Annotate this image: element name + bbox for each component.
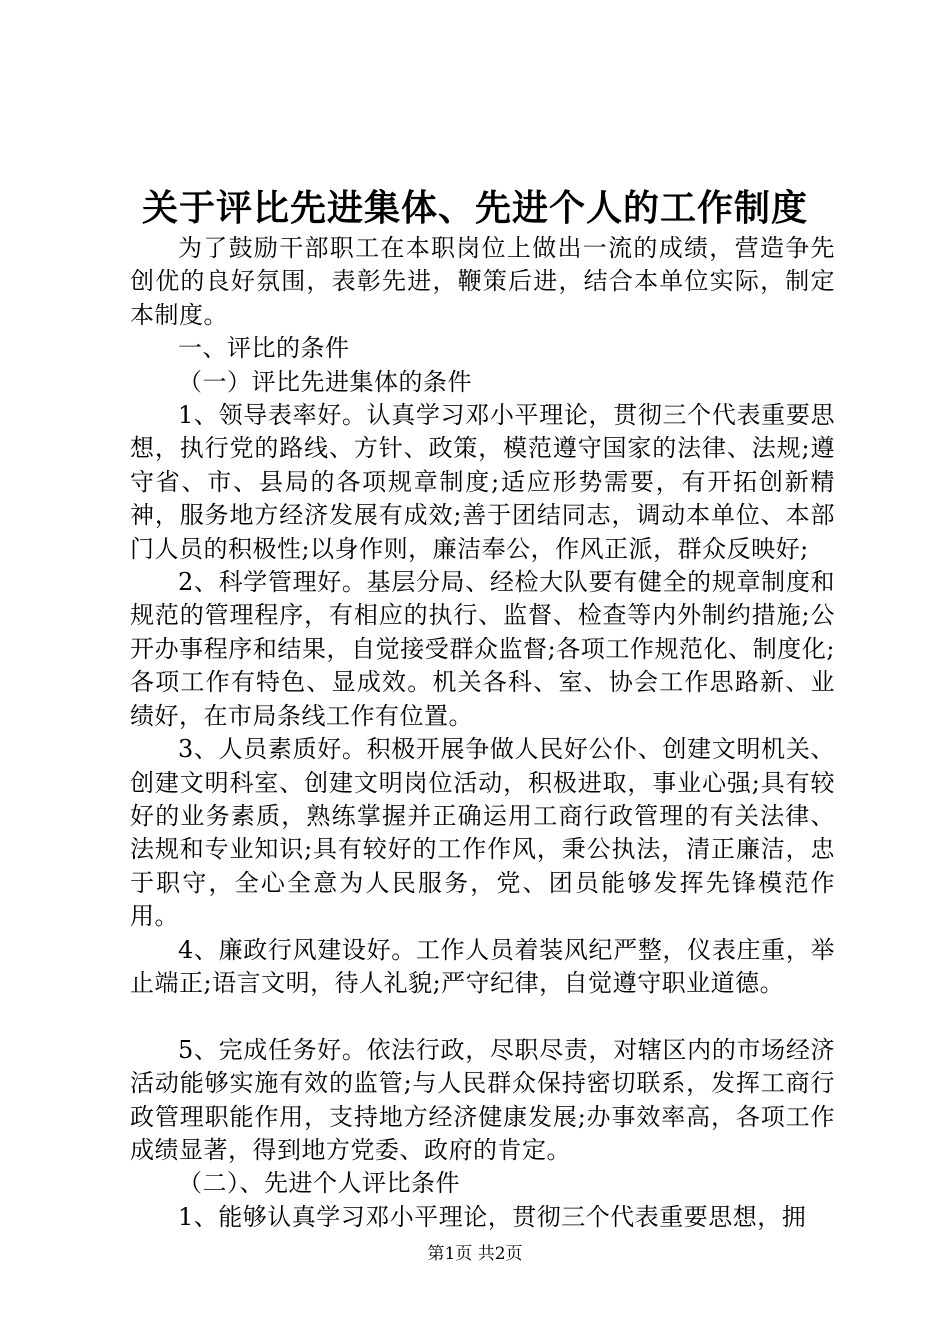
intro-paragraph: 为了鼓励干部职工在本职岗位上做出一流的成绩，营造争先创优的良好氛围，表彰先进，鞭策后进，结合本单位实际，制定本制度。 — [130, 234, 835, 329]
list-item: 1、领导表率好。认真学习邓小平理论，贯彻三个代表重要思想，执行党的路线、方针、政策，模范遵守国家的法律、法规;遵守省、市、县局的各项规章制度;适应形势需要，有开拓创新精神，服务地方经济发展有成效;善于团结同志，调动本单位、本部门人员的积极性;以身作则，廉洁奉公，作风正派，群众反映好; — [130, 401, 835, 563]
list-item: 1、能够认真学习邓小平理论，贯彻三个代表重要思想，拥 — [178, 1202, 807, 1231]
subsection-heading: （一）评比先进集体的条件 — [178, 367, 472, 396]
section-heading: 一、评比的条件 — [178, 334, 350, 363]
list-item: 2、科学管理好。基层分局、经检大队要有健全的规章制度和规范的管理程序，有相应的执行、监督、检查等内外制约措施;公开办事程序和结果，自觉接受群众监督;各项工作规范化、制度化;各项工作有特色、显成效。机关各科、室、协会工作思路新、业绩好，在市局条线工作有位置。 — [130, 568, 835, 730]
page-footer: 第1页 共2页 — [427, 1244, 523, 1264]
list-item: 5、完成任务好。依法行政，尽职尽责，对辖区内的市场经济活动能够实施有效的监管;与人民群众保持密切联系，发挥工商行政管理职能作用，支持地方经济健康发展;办事效率高，各项工作成绩显著，得到地方党委、政府的肯定。 — [130, 1035, 835, 1164]
document-body — [130, 232, 835, 1234]
subsection-heading: （二）、先进个人评比条件 — [178, 1169, 460, 1198]
list-item: 4、廉政行风建设好。工作人员着装风纪严整，仪表庄重，举止端正;语言文明，待人礼貌;严守纪律，自觉遵守职业道德。 — [130, 935, 835, 997]
document-title: 关于评比先进集体、先进个人的工作制度 — [141, 187, 808, 229]
paragraph-gap — [130, 1000, 835, 1033]
list-item: 3、人员素质好。积极开展争做人民好公仆、创建文明机关、创建文明科室、创建文明岗位活动，积极进取，事业心强;具有较好的业务素质，熟练掌握并正确运用工商行政管理的有关法律、法规和专业知识;具有较好的工作作风，秉公执法，清正廉洁，忠于职守，全心全意为人民服务，党、团员能够发挥先锋模范作用。 — [130, 735, 835, 931]
